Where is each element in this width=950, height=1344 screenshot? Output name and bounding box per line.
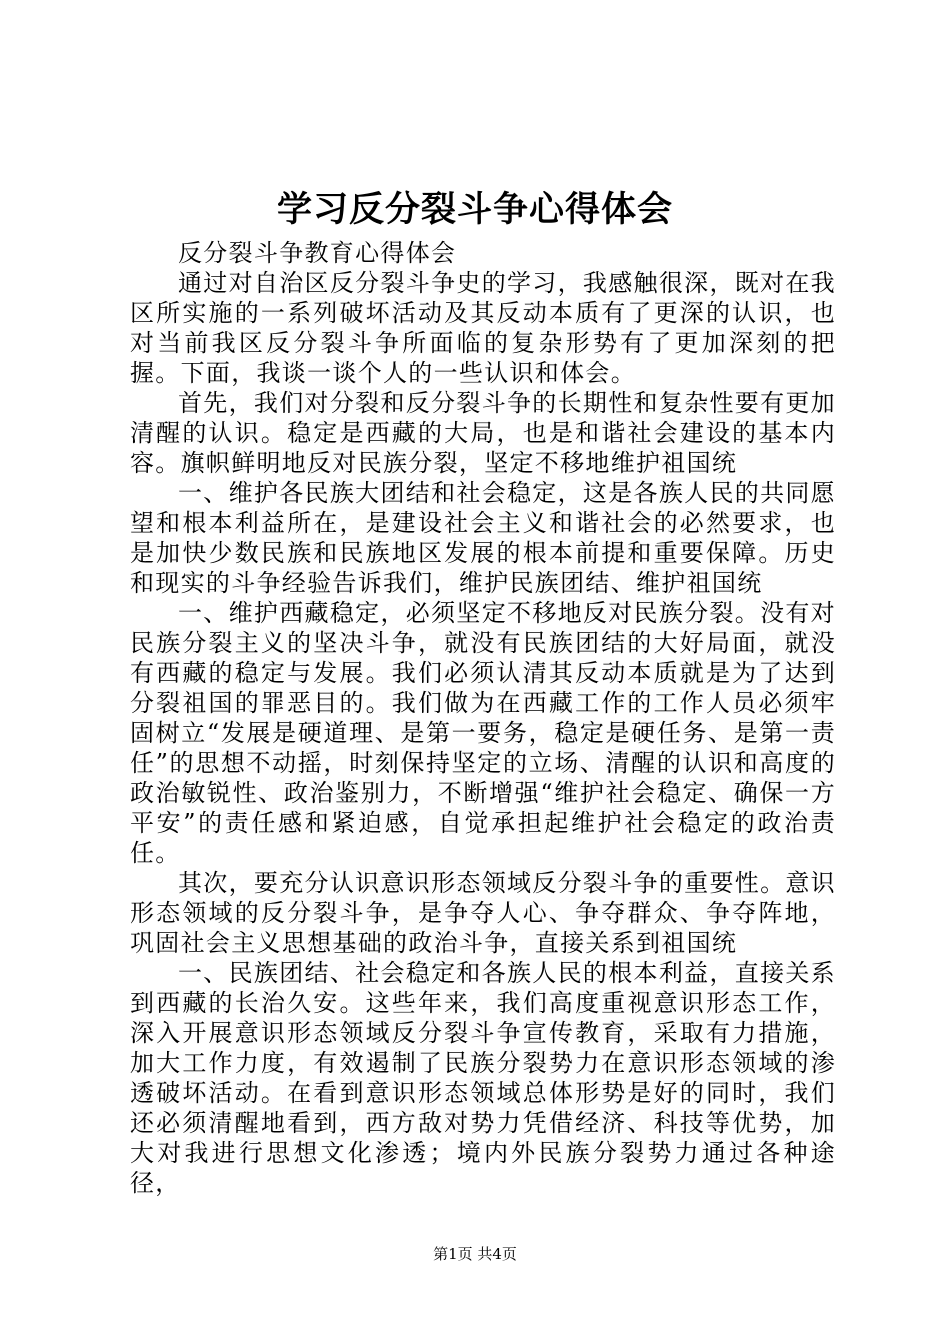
body-paragraph: 其次，要充分认识意识形态领域反分裂斗争的重要性。意识形态领域的反分裂斗争，是争夺人心、争夺群众、争夺阵地，巩固社会主义思想基础的政治斗争，直接关系到祖国统 — [130, 869, 836, 957]
body-paragraph: 一、维护各民族大团结和社会稳定，这是各族人民的共同愿望和根本利益所在，是建设社会主义和谐社会的必然要求，也是加快少数民族和民族地区发展的根本前提和重要保障。历史和现实的斗争经验告诉我们，维护民族团结、维护祖国统 — [130, 479, 836, 597]
body-paragraph: 一、维护西藏稳定，必须坚定不移地反对民族分裂。没有对民族分裂主义的坚决斗争，就没有民族团结的大好局面，就没有西藏的稳定与发展。我们必须认清其反动本质就是为了达到分裂祖国的罪恶目的。我们做为在西藏工作的工作人员必须牢固树立“发展是硬道理、是第一要务，稳定是硬任务、是第一责任”的思想不动摇，时刻保持坚定的立场、清醒的认识和高度的政治敏锐性、政治鉴别力，不断增强“维护社会稳定、确保一方平安”的责任感和紧迫感，自觉承担起维护社会稳定的政治责任。 — [130, 599, 836, 867]
body-paragraph: 一、民族团结、社会稳定和各族人民的根本利益，直接关系到西藏的长治久安。这些年来，我们高度重视意识形态工作，深入开展意识形态领域反分裂斗争宣传教育，采取有力措施，加大工作力度，有效遏制了民族分裂势力在意识形态领域的渗透破坏活动。在看到意识形态领域总体形势是好的同时，我们还必须清醒地看到，西方敌对势力凭借经济、科技等优势，加大对我进行思想文化渗透；境内外民族分裂势力通过各种途径， — [130, 959, 836, 1197]
document-body — [130, 238, 836, 1198]
body-paragraph: 首先，我们对分裂和反分裂斗争的长期性和复杂性要有更加清醒的认识。稳定是西藏的大局，也是和谐社会建设的基本内容。旗帜鲜明地反对民族分裂，坚定不移地维护祖国统 — [130, 389, 836, 477]
document-title: 学习反分裂斗争心得体会 — [276, 189, 673, 230]
subtitle-paragraph: 反分裂斗争教育心得体会 — [178, 239, 457, 267]
body-paragraph: 通过对自治区反分裂斗争史的学习，我感触很深，既对在我区所实施的一系列破坏活动及其反动本质有了更深的认识，也对当前我区反分裂斗争所面临的复杂形势有了更加深刻的把握。下面，我谈一谈个人的一些认识和体会。 — [130, 269, 836, 387]
page-footer: 第1页 共4页 — [433, 1245, 517, 1263]
